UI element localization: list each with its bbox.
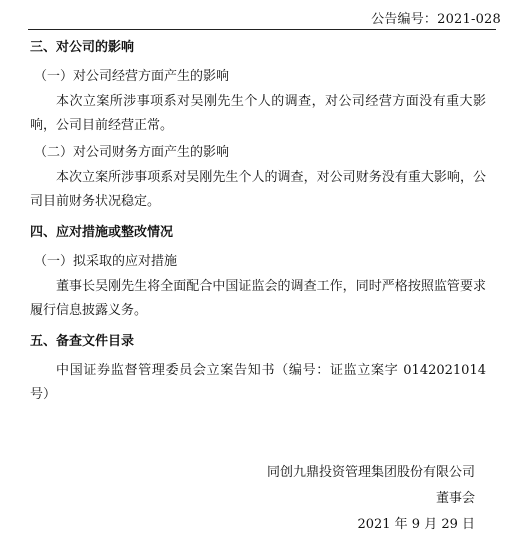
section-impact-heading: 三、对公司的影响 xyxy=(30,40,135,55)
measures-planned-paragraph: 董事长吴刚先生将全面配合中国证监会的调查工作，同时严格按照监管要求履行信息披露义务。 xyxy=(30,279,486,318)
header-divider xyxy=(28,29,496,30)
measures-planned-subheading: （一）拟采取的应对措施 xyxy=(34,254,178,269)
announcement-number: 公告编号：2021-028 xyxy=(371,12,501,27)
impact-operations-subheading: （一）对公司经营方面产生的影响 xyxy=(34,69,230,84)
section-measures-heading: 四、应对措施或整改情况 xyxy=(30,225,174,240)
section-documents-heading: 五、备查文件目录 xyxy=(30,334,135,349)
impact-finance-paragraph: 本次立案所涉事项系对吴刚先生个人的调查，对公司财务没有重大影响，公司目前财务状况稳定。 xyxy=(30,170,486,209)
signature-company: 同创九鼎投资管理集团股份有限公司 xyxy=(266,465,475,480)
signature-board: 董事会 xyxy=(435,491,475,506)
impact-operations-paragraph: 本次立案所涉事项系对吴刚先生个人的调查，对公司经营方面没有重大影响，公司目前经营正常。 xyxy=(30,94,486,133)
impact-finance-subheading: （二）对公司财务方面产生的影响 xyxy=(34,145,230,160)
documents-list-item: 中国证券监督管理委员会立案告知书（编号：证监立案字 0142021014 号） xyxy=(30,363,486,402)
signature-date: 2021 年 9 月 29 日 xyxy=(357,517,475,532)
